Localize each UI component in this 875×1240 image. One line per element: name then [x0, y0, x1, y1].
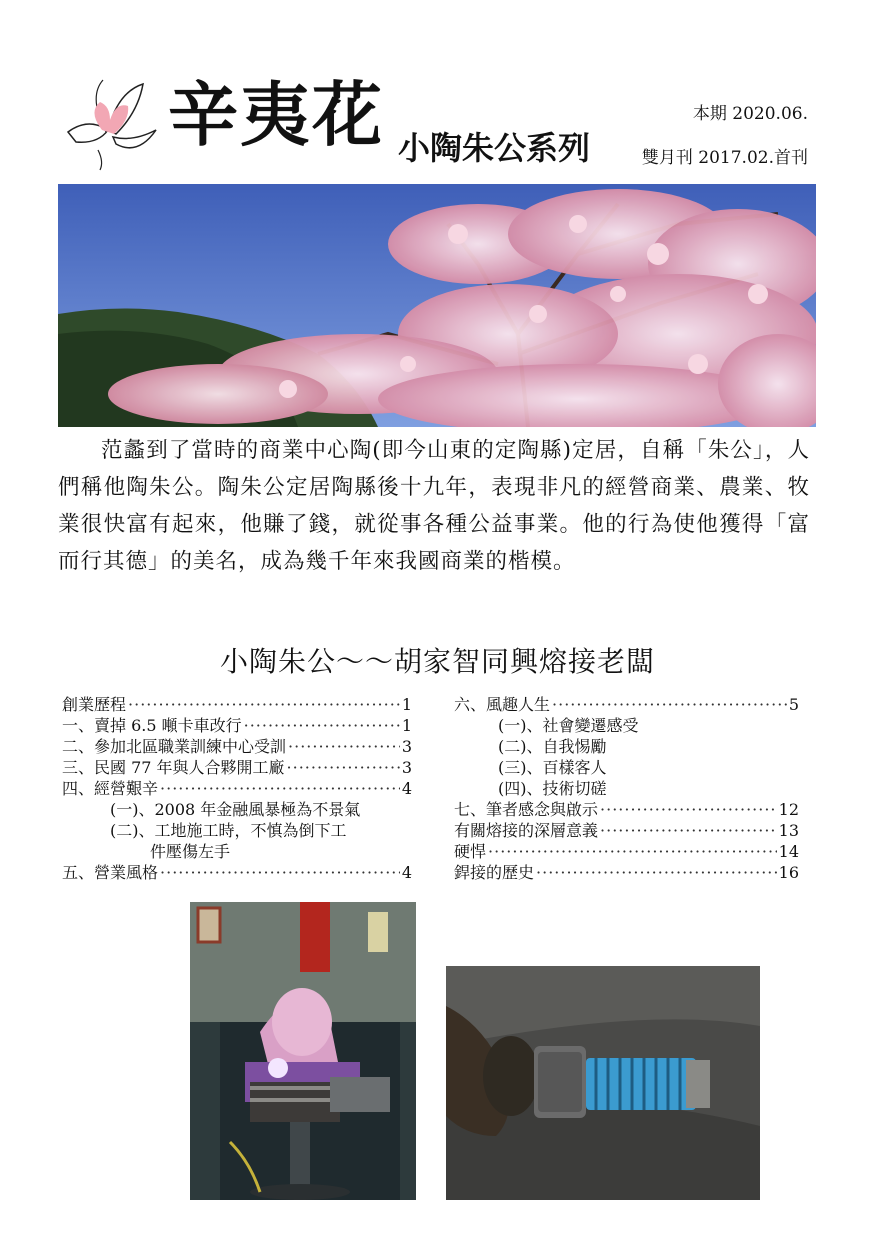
toc-subitem[interactable]: (二)、工地施工時，不慎為倒下工: [110, 821, 347, 840]
toc-item[interactable]: 銲接的歷史 ····· 16: [454, 862, 799, 883]
toc-item[interactable]: 六、風趣人生 ····· 5: [454, 694, 799, 715]
toc-item[interactable]: 硬悍 ····· 14: [454, 841, 799, 862]
toc-item[interactable]: 二、參加北區職業訓練中心受訓 ····· 3: [62, 736, 412, 757]
welder-photo: [190, 902, 416, 1200]
toc-subitem-continued: 件壓傷左手: [150, 842, 231, 861]
masthead: [58, 72, 818, 184]
article-title: 小陶朱公～～胡家智同興熔接老闆: [219, 645, 655, 678]
toc-item[interactable]: 創業歷程 ····· 1: [62, 694, 412, 715]
toc-item[interactable]: 有關熔接的深層意義 ····· 13: [454, 820, 799, 841]
toc-subitem[interactable]: (一)、2008 年金融風暴極為不景氣: [110, 800, 361, 819]
toc-item[interactable]: 七、筆者感念與啟示 ····· 12: [454, 799, 799, 820]
intro-paragraph: 范蠡到了當時的商業中心陶(即今山東的定陶縣)定居，自稱「朱公」，人們稱他陶朱公。陶朱公定居陶縣後十九年，表現非凡的經營商業、農業、牧業很快富有起來，他賺了錢，就從事各種公益事業。他的行為使他獲得「富而行其德」的美名，成為幾千年來我國商業的楷模。: [58, 438, 810, 574]
toc-item[interactable]: 一、賣掉 6.5 噸卡車改行 ····· 1: [62, 715, 412, 736]
toc-item[interactable]: 四、經營艱辛 ····· 4: [62, 778, 412, 799]
publication-frequency: 雙月刊 2017.02.首刊: [641, 148, 808, 168]
series-subtitle: 小陶朱公系列: [398, 129, 591, 167]
toc-right-column: [454, 694, 799, 883]
toc-subitem[interactable]: (一)、社會變遷感受: [498, 716, 639, 735]
toc-subitem[interactable]: (二)、自我惕勵: [498, 737, 607, 756]
toc-left-column: [62, 694, 412, 883]
issue-date: 本期 2020.06.: [692, 104, 808, 124]
magnolia-logo-icon: [58, 72, 158, 172]
toc-subitem[interactable]: (三)、百樣客人: [498, 758, 607, 777]
hero-photo-magnolia: [58, 184, 816, 427]
toc-item[interactable]: 三、民國 77 年與人合夥開工廠 ····· 3: [62, 757, 412, 778]
toc-item[interactable]: 五、營業風格 ····· 4: [62, 862, 412, 883]
welded-bolt-photo: [446, 966, 760, 1200]
toc-subitem[interactable]: (四)、技術切磋: [498, 779, 607, 798]
newsletter-title: 辛夷花: [168, 74, 384, 156]
